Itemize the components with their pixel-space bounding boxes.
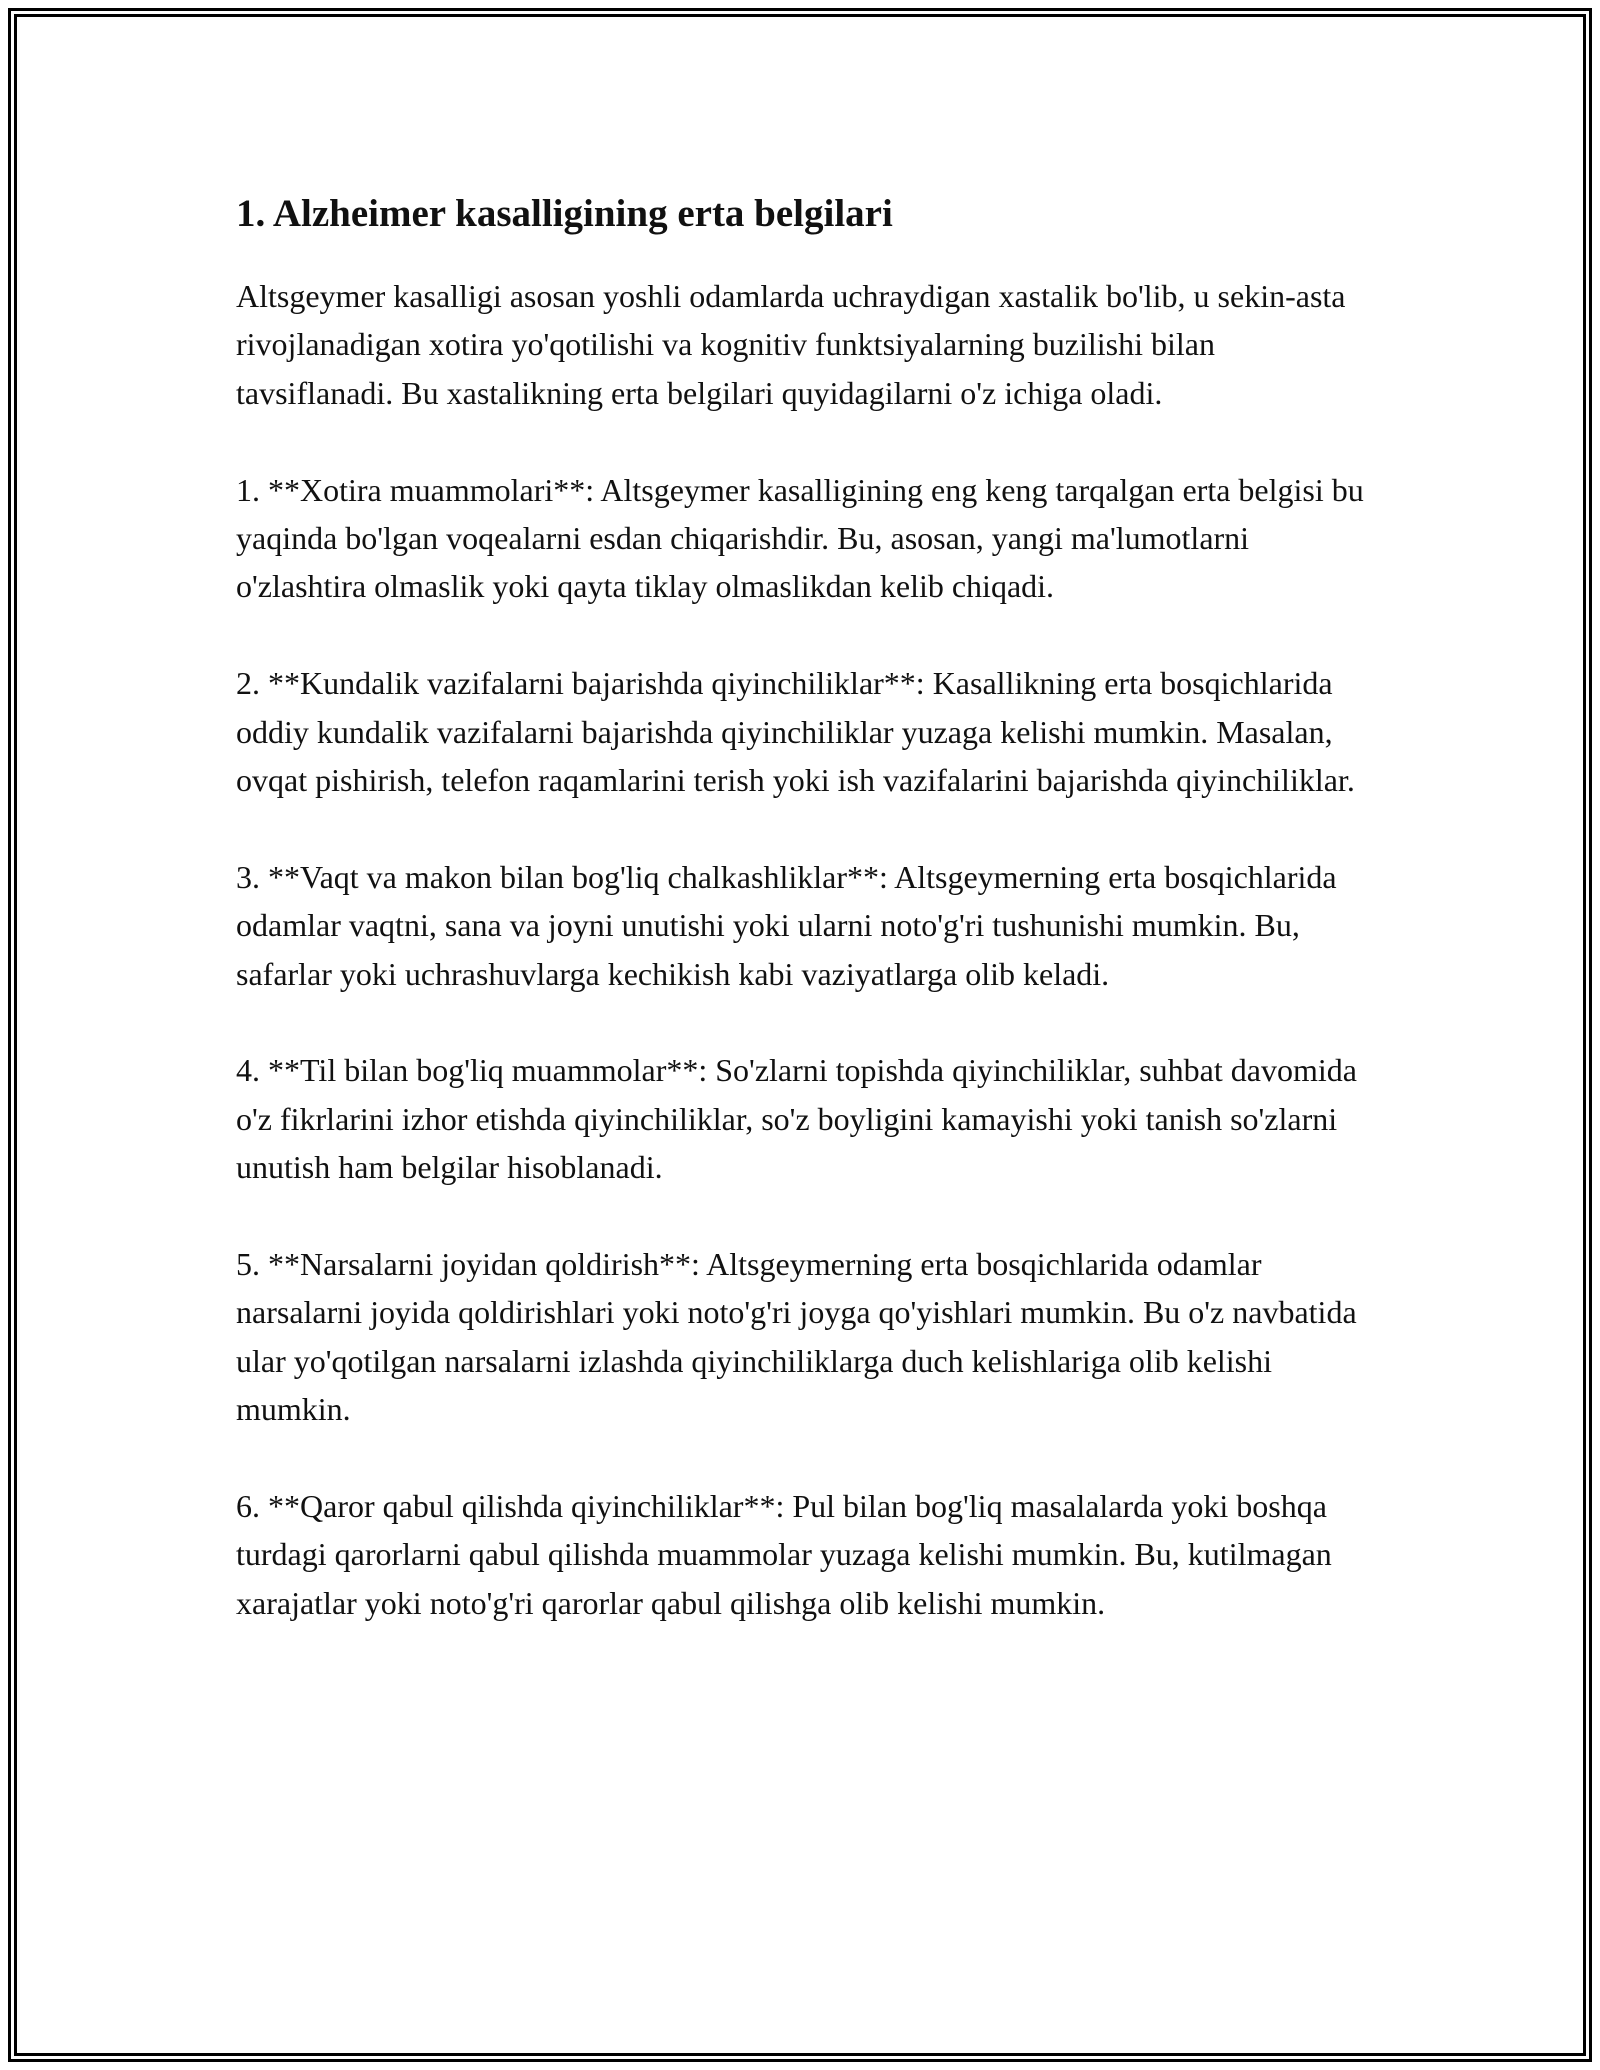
list-item-language-problems: 4. **Til bilan bog'liq muammolar**: So'zlarni topishda qiyinchiliklar, suhbat davomida o'z fikrlarini izhor etishda qiyinchiliklar, so'z boyligini kamayishi yoki tanish so'zlarni unutish ham belgilar hisoblanadi. [236, 1052, 1357, 1186]
list-item-memory-problems: 1. **Xotira muammolari**: Altsgeymer kasalligining eng keng tarqalgan erta belgisi bu yaqinda bo'lgan voqealarni esdan chiqarishdir. Bu, asosan, yangi ma'lumotlarni o'zlashtira olmaslik yoki qayta tiklay olmaslikdan kelib chiqadi. [236, 471, 1364, 605]
document-title: 1. Alzheimer kasalligining erta belgilari [236, 192, 893, 235]
list-item-daily-tasks: 2. **Kundalik vazifalarni bajarishda qiyinchiliklar**: Kasallikning erta bosqichlarida oddiy kundalik vazifalarni bajarishda qiyinchiliklar yuzaga kelishi mumkin. Masalan, ovqat pishirish, telefon raqamlarini terish yoki ish vazifalarini bajarishda qiyinchiliklar. [236, 665, 1355, 799]
list-item-time-place-confusion: 3. **Vaqt va makon bilan bog'liq chalkashliklar**: Altsgeymerning erta bosqichlarida odamlar vaqtni, sana va joyni unutishi yoki ularni noto'g'ri tushunishi mumkin. Bu, safarlar yoki uchrashuvlarga kechikish kabi vaziyatlarga olib keladi. [236, 858, 1337, 992]
list-item-decision-making: 6. **Qaror qabul qilishda qiyinchiliklar**: Pul bilan bog'liq masalalarda yoki boshqa turdagi qarorlarni qabul qilishda muammolar yuzaga kelishi mumkin. Bu, kutilmagan xarajatlar yoki noto'g'ri qarorlar qabul qilishga olib kelishi mumkin. [236, 1488, 1332, 1621]
intro-paragraph: Altsgeymer kasalligi asosan yoshli odamlarda uchraydigan xastalik bo'lib, u sekin-asta rivojlanadigan xotira yo'qotilishi va kognitiv funktsiyalarning buzilishi bilan tavsiflanadi. Bu xastalikning erta belgilari quyidagilarni o'z ichiga oladi. [236, 278, 1346, 411]
list-item-misplacing-things: 5. **Narsalarni joyidan qoldirish**: Altsgeymerning erta bosqichlarida odamlar narsalarni joyida qoldirishlari yoki noto'g'ri joyga qo'yishlari mumkin. Bu o'z navbatida ular yo'qotilgan narsalarni izlashda qiyinchiliklarga duch kelishlariga olib kelishi mumkin. [236, 1246, 1357, 1428]
document-body [236, 186, 1376, 1676]
